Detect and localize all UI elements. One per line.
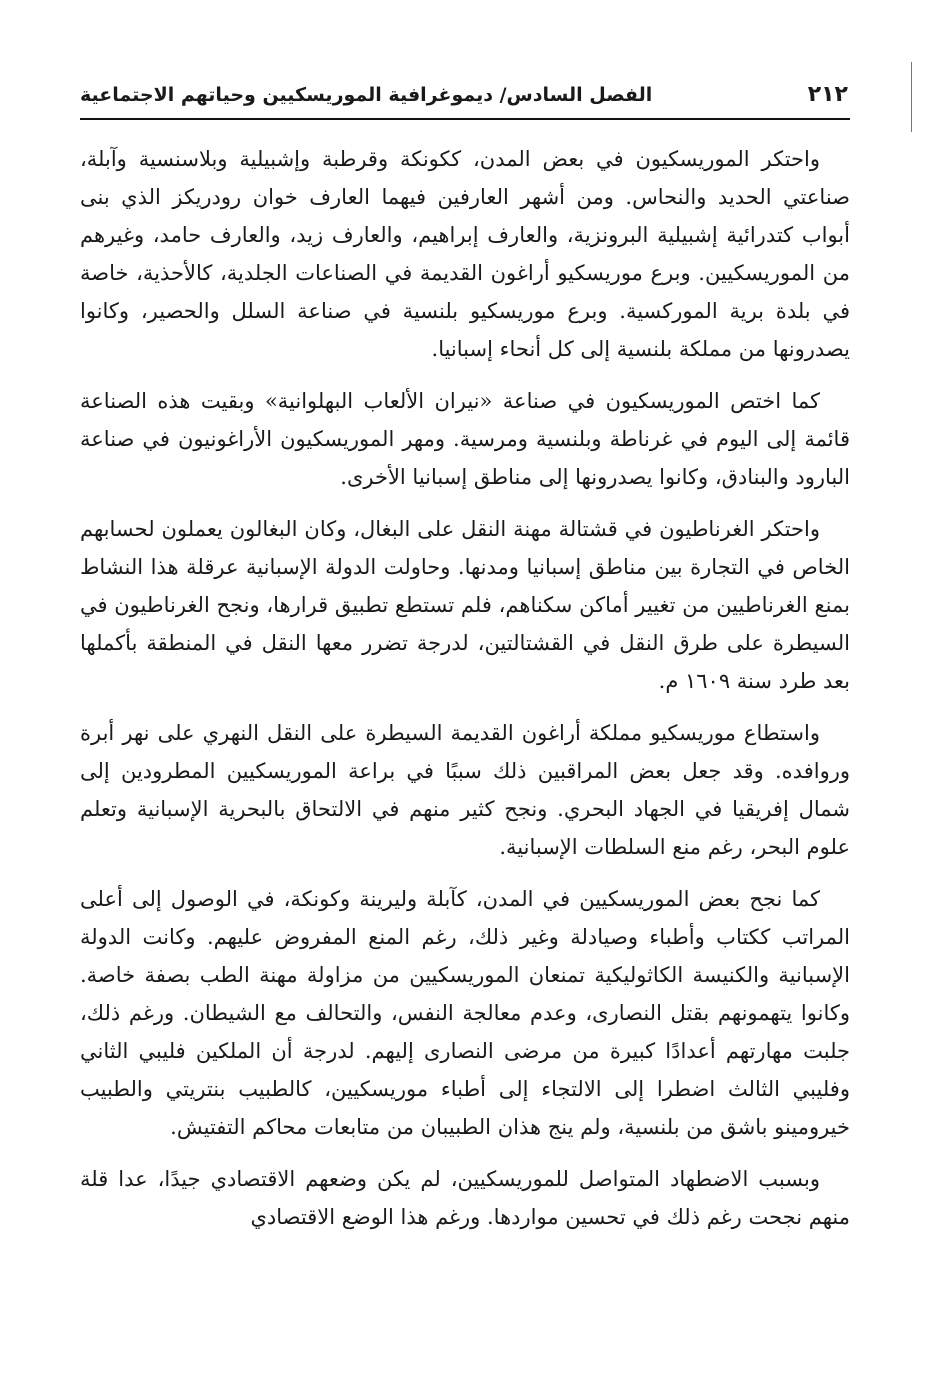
page-header xyxy=(80,78,848,114)
paragraph: واحتكر الموريسكيون في بعض المدن، ككونكة وقرطبة وإشبيلية وبلاسنسية وآبلة، صناعتي الحديد والنحاس. ومن أشهر العارفين فيهما العارف خوان رودريكز الذي بنى أبواب كتدرائية إشبيلية البرونزية، والعارف إبراهيم، والعارف زيد، والعارف حامد، وغيرهم من الموريسكيين. وبرع موريسكيو أراغون القديمة في الصناعات الجلدية، كالأحذية، خاصة في بلدة برية الموركسية. وبرع موريسكيو بلنسية في صناعة السلل والحصير، وكانوا يصدرونها من مملكة بلنسية إلى كل أنحاء إسبانيا. xyxy=(80,147,850,361)
header-rule xyxy=(80,118,850,120)
running-title: الفصل السادس/ ديموغرافية الموريسكيين وحياتهم الاجتماعية xyxy=(80,84,653,106)
page-number: ٢١٢ xyxy=(807,82,848,107)
paragraph: واستطاع موريسكيو مملكة أراغون القديمة السيطرة على النقل النهري على نهر أبرة وروافده. وقد جعل بعض المراقبين ذلك سببًا في براعة الموريسكيين المطرودين إلى شمال إفريقيا في الجهاد البحري. ونجح كثير منهم في الالتحاق بالبحرية الإسبانية وتعلم علوم البحر، رغم منع السلطات الإسبانية. xyxy=(80,721,850,859)
paragraph: وبسبب الاضطهاد المتواصل للموريسكيين، لم يكن وضعهم الاقتصادي جيدًا، عدا قلة منهم نجحت رغم ذلك في تحسين مواردها. ورغم هذا الوضع الاقتصادي xyxy=(80,1167,850,1229)
paragraph: كما اختص الموريسكيون في صناعة «نيران الألعاب البهلوانية» وبقيت هذه الصناعة قائمة إلى اليوم في غرناطة وبلنسية ومرسية. ومهر الموريسكيون الأراغونيون في صناعة البارود والبنادق، وكانوا يصدرونها إلى مناطق إسبانيا الأخرى. xyxy=(80,389,850,489)
paragraph: كما نجح بعض الموريسكيين في المدن، كآبلة وليرينة وكونكة، في الوصول إلى أعلى المراتب ككتاب وأطباء وصيادلة وغير ذلك، رغم المنع المفروض عليهم. وكانت الدولة الإسبانية والكنيسة الكاثوليكية تمنعان الموريسكيين من مزاولة مهنة الطب بصفة خاصة. وكانوا يتهمونهم بقتل النصارى، وعدم معالجة النفس، والتحالف مع الشيطان. ورغم ذلك، جلبت مهارتهم أعدادًا كبيرة من مرضى النصارى إليهم. لدرجة أن الملكين فليبي الثاني وفليبي الثالث اضطرا إلى الالتجاء إلى أطباء موريسكيين، كالطبيب بنتريتي والطبيب خيرومينو باشق من بلنسية، ولم ينج هذان الطبيبان من متابعات محاكم التفتيش. xyxy=(80,887,850,1139)
page-edge-mark xyxy=(911,62,912,132)
paragraph: واحتكر الغرناطيون في قشتالة مهنة النقل على البغال، وكان البغالون يعملون لحسابهم الخاص في التجارة بين مناطق إسبانيا ومدنها. وحاولت الدولة الإسبانية عرقلة هذا النشاط بمنع الغرناطيين من تغيير أماكن سكناهم، فلم تستطع تطبيق قرارها، ونجح الغرناطيون في السيطرة على طرق النقل في القشتالتين، لدرجة تضرر معها النقل في المنطقة بأكملها بعد طرد سنة ١٦٠٩ م. xyxy=(80,517,850,693)
body-text xyxy=(80,140,850,1250)
